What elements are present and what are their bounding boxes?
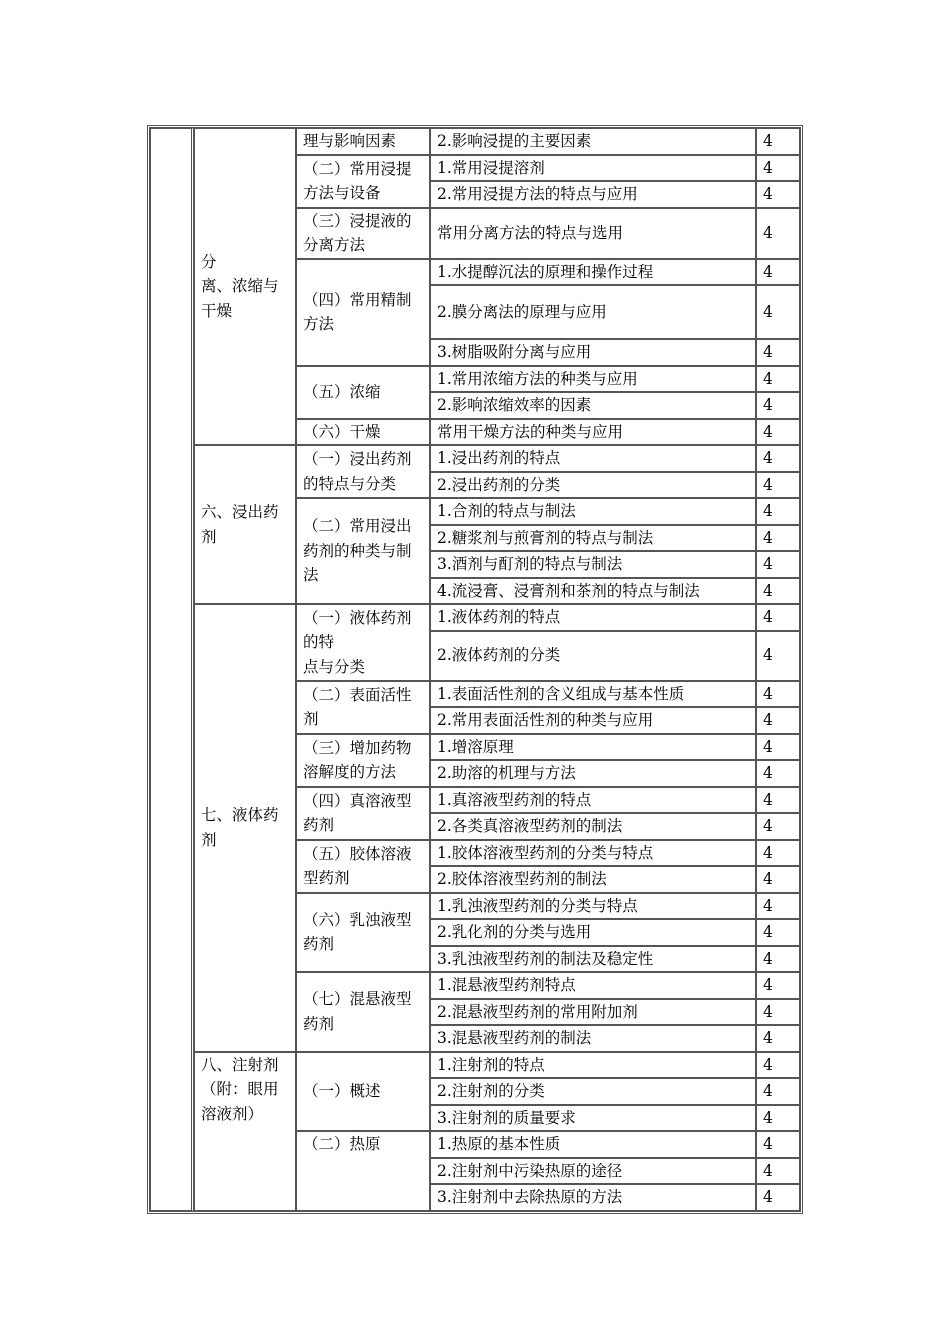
table-row xyxy=(150,128,800,155)
item-text: 3.树脂吸附分离与应用 xyxy=(430,339,756,366)
section-title: 六、浸出药剂 xyxy=(194,445,296,604)
item-score: 4 xyxy=(756,840,800,867)
subsection-title: （五）浓缩 xyxy=(296,366,430,419)
item-text: 3.混悬液型药剂的制法 xyxy=(430,1025,756,1052)
item-score: 4 xyxy=(756,259,800,286)
item-text: 2.浸出药剂的分类 xyxy=(430,472,756,499)
item-text: 2.注射剂的分类 xyxy=(430,1078,756,1105)
item-score: 4 xyxy=(756,181,800,208)
item-score: 4 xyxy=(756,760,800,787)
item-text: 1.热原的基本性质 xyxy=(430,1131,756,1158)
subsection-title: （六）乳浊液型药剂 xyxy=(296,893,430,973)
item-text: 常用分离方法的特点与选用 xyxy=(430,208,756,259)
subsection-title: （五）胶体溶液型药剂 xyxy=(296,840,430,893)
item-score: 4 xyxy=(756,787,800,814)
item-score: 4 xyxy=(756,1105,800,1132)
item-text: 1.常用浸提溶剂 xyxy=(430,155,756,182)
item-score: 4 xyxy=(756,208,800,259)
item-text: 2.胶体溶液型药剂的制法 xyxy=(430,866,756,893)
item-text: 2.乳化剂的分类与选用 xyxy=(430,919,756,946)
section-title: 分 离、浓缩与干燥 xyxy=(194,128,296,445)
subsection-title: （二）表面活性剂 xyxy=(296,681,430,734)
item-text: 1.乳浊液型药剂的分类与特点 xyxy=(430,893,756,920)
item-score: 4 xyxy=(756,946,800,973)
item-score: 4 xyxy=(756,392,800,419)
item-text: 2.糖浆剂与煎膏剂的特点与制法 xyxy=(430,525,756,552)
item-text: 2.常用浸提方法的特点与应用 xyxy=(430,181,756,208)
item-score: 4 xyxy=(756,366,800,393)
table-row xyxy=(150,445,800,472)
item-score: 4 xyxy=(756,578,800,605)
item-text: 2.助溶的机理与方法 xyxy=(430,760,756,787)
item-score: 4 xyxy=(756,551,800,578)
item-text: 2.混悬液型药剂的常用附加剂 xyxy=(430,999,756,1026)
item-text: 4.流浸膏、浸膏剂和茶剂的特点与制法 xyxy=(430,578,756,605)
item-score: 4 xyxy=(756,472,800,499)
item-score: 4 xyxy=(756,419,800,446)
item-score: 4 xyxy=(756,999,800,1026)
item-text: 1.水提醇沉法的原理和操作过程 xyxy=(430,259,756,286)
item-text: 2.各类真溶液型药剂的制法 xyxy=(430,813,756,840)
syllabus-table-body xyxy=(150,128,800,1211)
subsection-title: （三）浸提液的分离方法 xyxy=(296,208,430,259)
item-text: 3.注射剂中去除热原的方法 xyxy=(430,1184,756,1211)
item-score: 4 xyxy=(756,866,800,893)
item-text: 1.胶体溶液型药剂的分类与特点 xyxy=(430,840,756,867)
item-score: 4 xyxy=(756,734,800,761)
section-title: 七、液体药剂 xyxy=(194,604,296,1052)
item-text: 1.表面活性剂的含义组成与基本性质 xyxy=(430,681,756,708)
item-text: 3.注射剂的质量要求 xyxy=(430,1105,756,1132)
item-score: 4 xyxy=(756,1158,800,1185)
item-text: 3.酒剂与酊剂的特点与制法 xyxy=(430,551,756,578)
item-score: 4 xyxy=(756,525,800,552)
item-score: 4 xyxy=(756,1025,800,1052)
item-score: 4 xyxy=(756,155,800,182)
item-score: 4 xyxy=(756,681,800,708)
item-score: 4 xyxy=(756,498,800,525)
item-score: 4 xyxy=(756,1184,800,1211)
item-score: 4 xyxy=(756,919,800,946)
item-score: 4 xyxy=(756,445,800,472)
item-text: 2.影响浸提的主要因素 xyxy=(430,128,756,155)
item-score: 4 xyxy=(756,707,800,734)
subsection-title: （二）热原 xyxy=(296,1131,430,1211)
item-score: 4 xyxy=(756,1131,800,1158)
item-text: 1.浸出药剂的特点 xyxy=(430,445,756,472)
item-score: 4 xyxy=(756,128,800,155)
item-text: 1.真溶液型药剂的特点 xyxy=(430,787,756,814)
item-text: 2.常用表面活性剂的种类与应用 xyxy=(430,707,756,734)
table-row xyxy=(150,604,800,631)
item-score: 4 xyxy=(756,631,800,681)
item-score: 4 xyxy=(756,604,800,631)
item-text: 2.注射剂中污染热原的途径 xyxy=(430,1158,756,1185)
item-text: 1.常用浓缩方法的种类与应用 xyxy=(430,366,756,393)
item-score: 4 xyxy=(756,893,800,920)
item-text: 1.混悬液型药剂特点 xyxy=(430,972,756,999)
table-row xyxy=(150,1052,800,1079)
subsection-title: （四）真溶液型药剂 xyxy=(296,787,430,840)
subsection-title: （三）增加药物溶解度的方法 xyxy=(296,734,430,787)
subsection-title: （六）干燥 xyxy=(296,419,430,446)
item-text: 1.液体药剂的特点 xyxy=(430,604,756,631)
item-text: 2.膜分离法的原理与应用 xyxy=(430,285,756,339)
item-text: 2.影响浓缩效率的因素 xyxy=(430,392,756,419)
subsection-title: （二）常用浸出药剂的种类与制法 xyxy=(296,498,430,604)
item-text: 2.液体药剂的分类 xyxy=(430,631,756,681)
item-text: 1.注射剂的特点 xyxy=(430,1052,756,1079)
section-title: 八、注射剂（附：眼用溶液剂） xyxy=(194,1052,296,1211)
subsection-title: 理与影响因素 xyxy=(296,128,430,155)
item-text: 3.乳浊液型药剂的制法及稳定性 xyxy=(430,946,756,973)
subsection-title: （七）混悬液型药剂 xyxy=(296,972,430,1052)
subsection-title: （二）常用浸提方法与设备 xyxy=(296,155,430,208)
item-score: 4 xyxy=(756,972,800,999)
item-text: 1.合剂的特点与制法 xyxy=(430,498,756,525)
subsection-title: （一）液体药剂的特 点与分类 xyxy=(296,604,430,681)
item-score: 4 xyxy=(756,285,800,339)
subsection-title: （一）浸出药剂的特点与分类 xyxy=(296,445,430,498)
item-text: 1.增溶原理 xyxy=(430,734,756,761)
item-score: 4 xyxy=(756,813,800,840)
subsection-title: （四）常用精制方法 xyxy=(296,259,430,366)
item-text: 常用干燥方法的种类与应用 xyxy=(430,419,756,446)
syllabus-table xyxy=(147,125,803,1214)
item-score: 4 xyxy=(756,1052,800,1079)
chapter-column-cell xyxy=(150,128,194,1211)
item-score: 4 xyxy=(756,339,800,366)
subsection-title: （一）概述 xyxy=(296,1052,430,1132)
item-score: 4 xyxy=(756,1078,800,1105)
